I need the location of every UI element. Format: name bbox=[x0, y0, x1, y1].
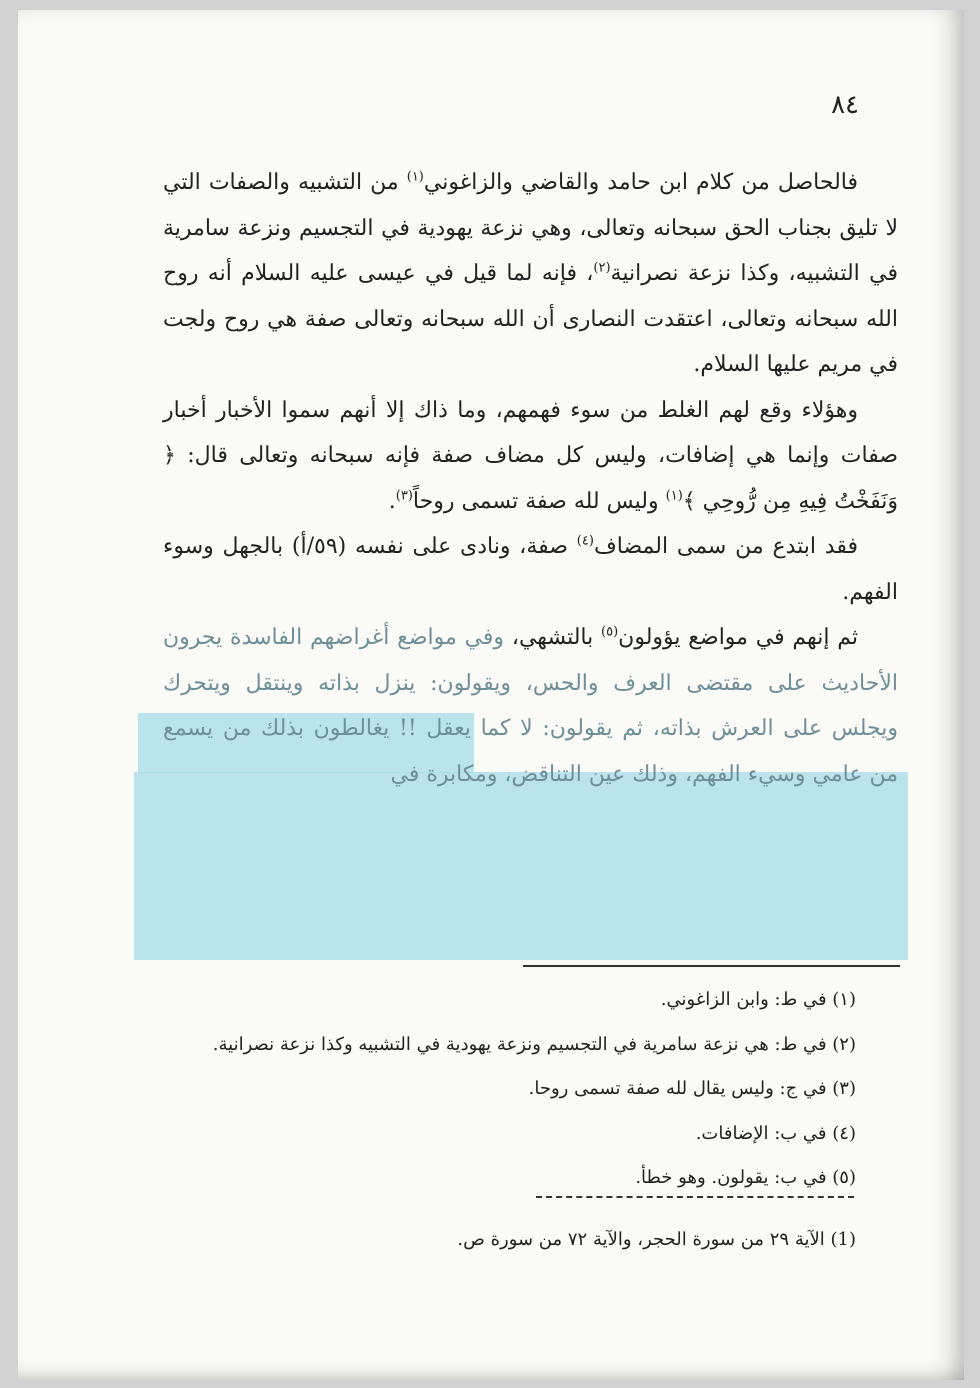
text-run: بالتشهي، bbox=[511, 625, 602, 650]
text-run: وليس لله صفة تسمى روحاً bbox=[412, 488, 666, 514]
footnote: (٣) في ج: وليس يقال لله صفة تسمى روحا. bbox=[528, 1078, 856, 1099]
text-run: من التشبيه والصفات التي لا تليق بجناب الحق سبحانه وتعالى، وهي نزعة يهودية في التجسيم ونزعة سامرية في التشبيه، وكذا نزعة نصرانية bbox=[163, 170, 898, 286]
paragraph bbox=[163, 388, 898, 525]
book-page bbox=[18, 10, 964, 1380]
footnote: (٥) في ب: يقولون. وهو خطأ. bbox=[635, 1167, 856, 1188]
main-text bbox=[163, 160, 898, 797]
footnote-divider bbox=[523, 965, 900, 967]
text-run: صفة، ونادى على نفسه (٥٩/أ) بالجهل وسوء الفهم. bbox=[163, 534, 898, 605]
text-run: . bbox=[388, 488, 396, 514]
footnotes bbox=[168, 978, 856, 1201]
paragraph bbox=[163, 160, 898, 388]
footnote: (١) في ط: وابن الزاغوني. bbox=[660, 989, 856, 1010]
text-run: فالحاصل من كلام ابن حامد والقاضي والزاغوني bbox=[423, 170, 859, 195]
text-run: ، فإنه لما قيل في عيسى عليه السلام أنه روح الله سبحانه وتعالى، اعتقدت النصارى أن الله سبحانه وتعالى صفة هي روح ولجت في مريم عليها السلام. bbox=[163, 261, 898, 377]
text-selection-highlight bbox=[134, 772, 908, 960]
footnote-marker: (١) bbox=[406, 169, 424, 185]
page-number: ٨٤ bbox=[831, 90, 859, 120]
text-run: ثم إنهم في مواضع يؤولون bbox=[618, 625, 858, 650]
dashed-divider bbox=[536, 1196, 854, 1198]
text-run: فقد ابتدع من سمى المضاف bbox=[593, 534, 858, 559]
footnote-marker: (٣) bbox=[395, 488, 413, 504]
verse-reference-note: (1) الآية ٢٩ من سورة الحجر، والآية ٧٢ من سورة ص. bbox=[457, 1229, 856, 1250]
footnote-marker: (٢) bbox=[593, 260, 611, 276]
text-run: وهؤلاء وقع لهم الغلط من سوء فهمهم، وما ذاك إلا أنهم سموا الأخبار أخبار صفات وإنما هي إضافات، وليس كل مضاف صفة فإنه سبحانه وتعالى قال: ﴿ وَنَفَخْتُ فِيهِ مِن رُّوحِي ﴾ bbox=[163, 397, 898, 514]
footnote: (٤) في ب: الإضافات. bbox=[695, 1122, 856, 1144]
footnote-marker: (٥) bbox=[601, 624, 619, 640]
paragraph bbox=[163, 524, 898, 615]
footnote-marker: (٤) bbox=[576, 533, 594, 549]
paragraph bbox=[163, 615, 898, 797]
footnote: (٢) في ط: هي نزعة سامرية في التجسيم ونزعة يهودية في التشبيه وكذا نزعة نصرانية. bbox=[212, 1033, 856, 1055]
highlighted-text[interactable]: وفي مواضع أغراضهم الفاسدة يجرون الأحاديث على مقتضى العرف والحس، ويقولون: ينزل بذاته وينتقل ويتحرك ويجلس على العرش بذاته، ثم يقولون: لا كما يعقل !! يغالطون بذلك من يسمع من عامي وسيء الفهم، وذلك عين التناقض، ومكابرة في bbox=[163, 625, 898, 787]
footnote-marker: (١) bbox=[665, 488, 683, 504]
